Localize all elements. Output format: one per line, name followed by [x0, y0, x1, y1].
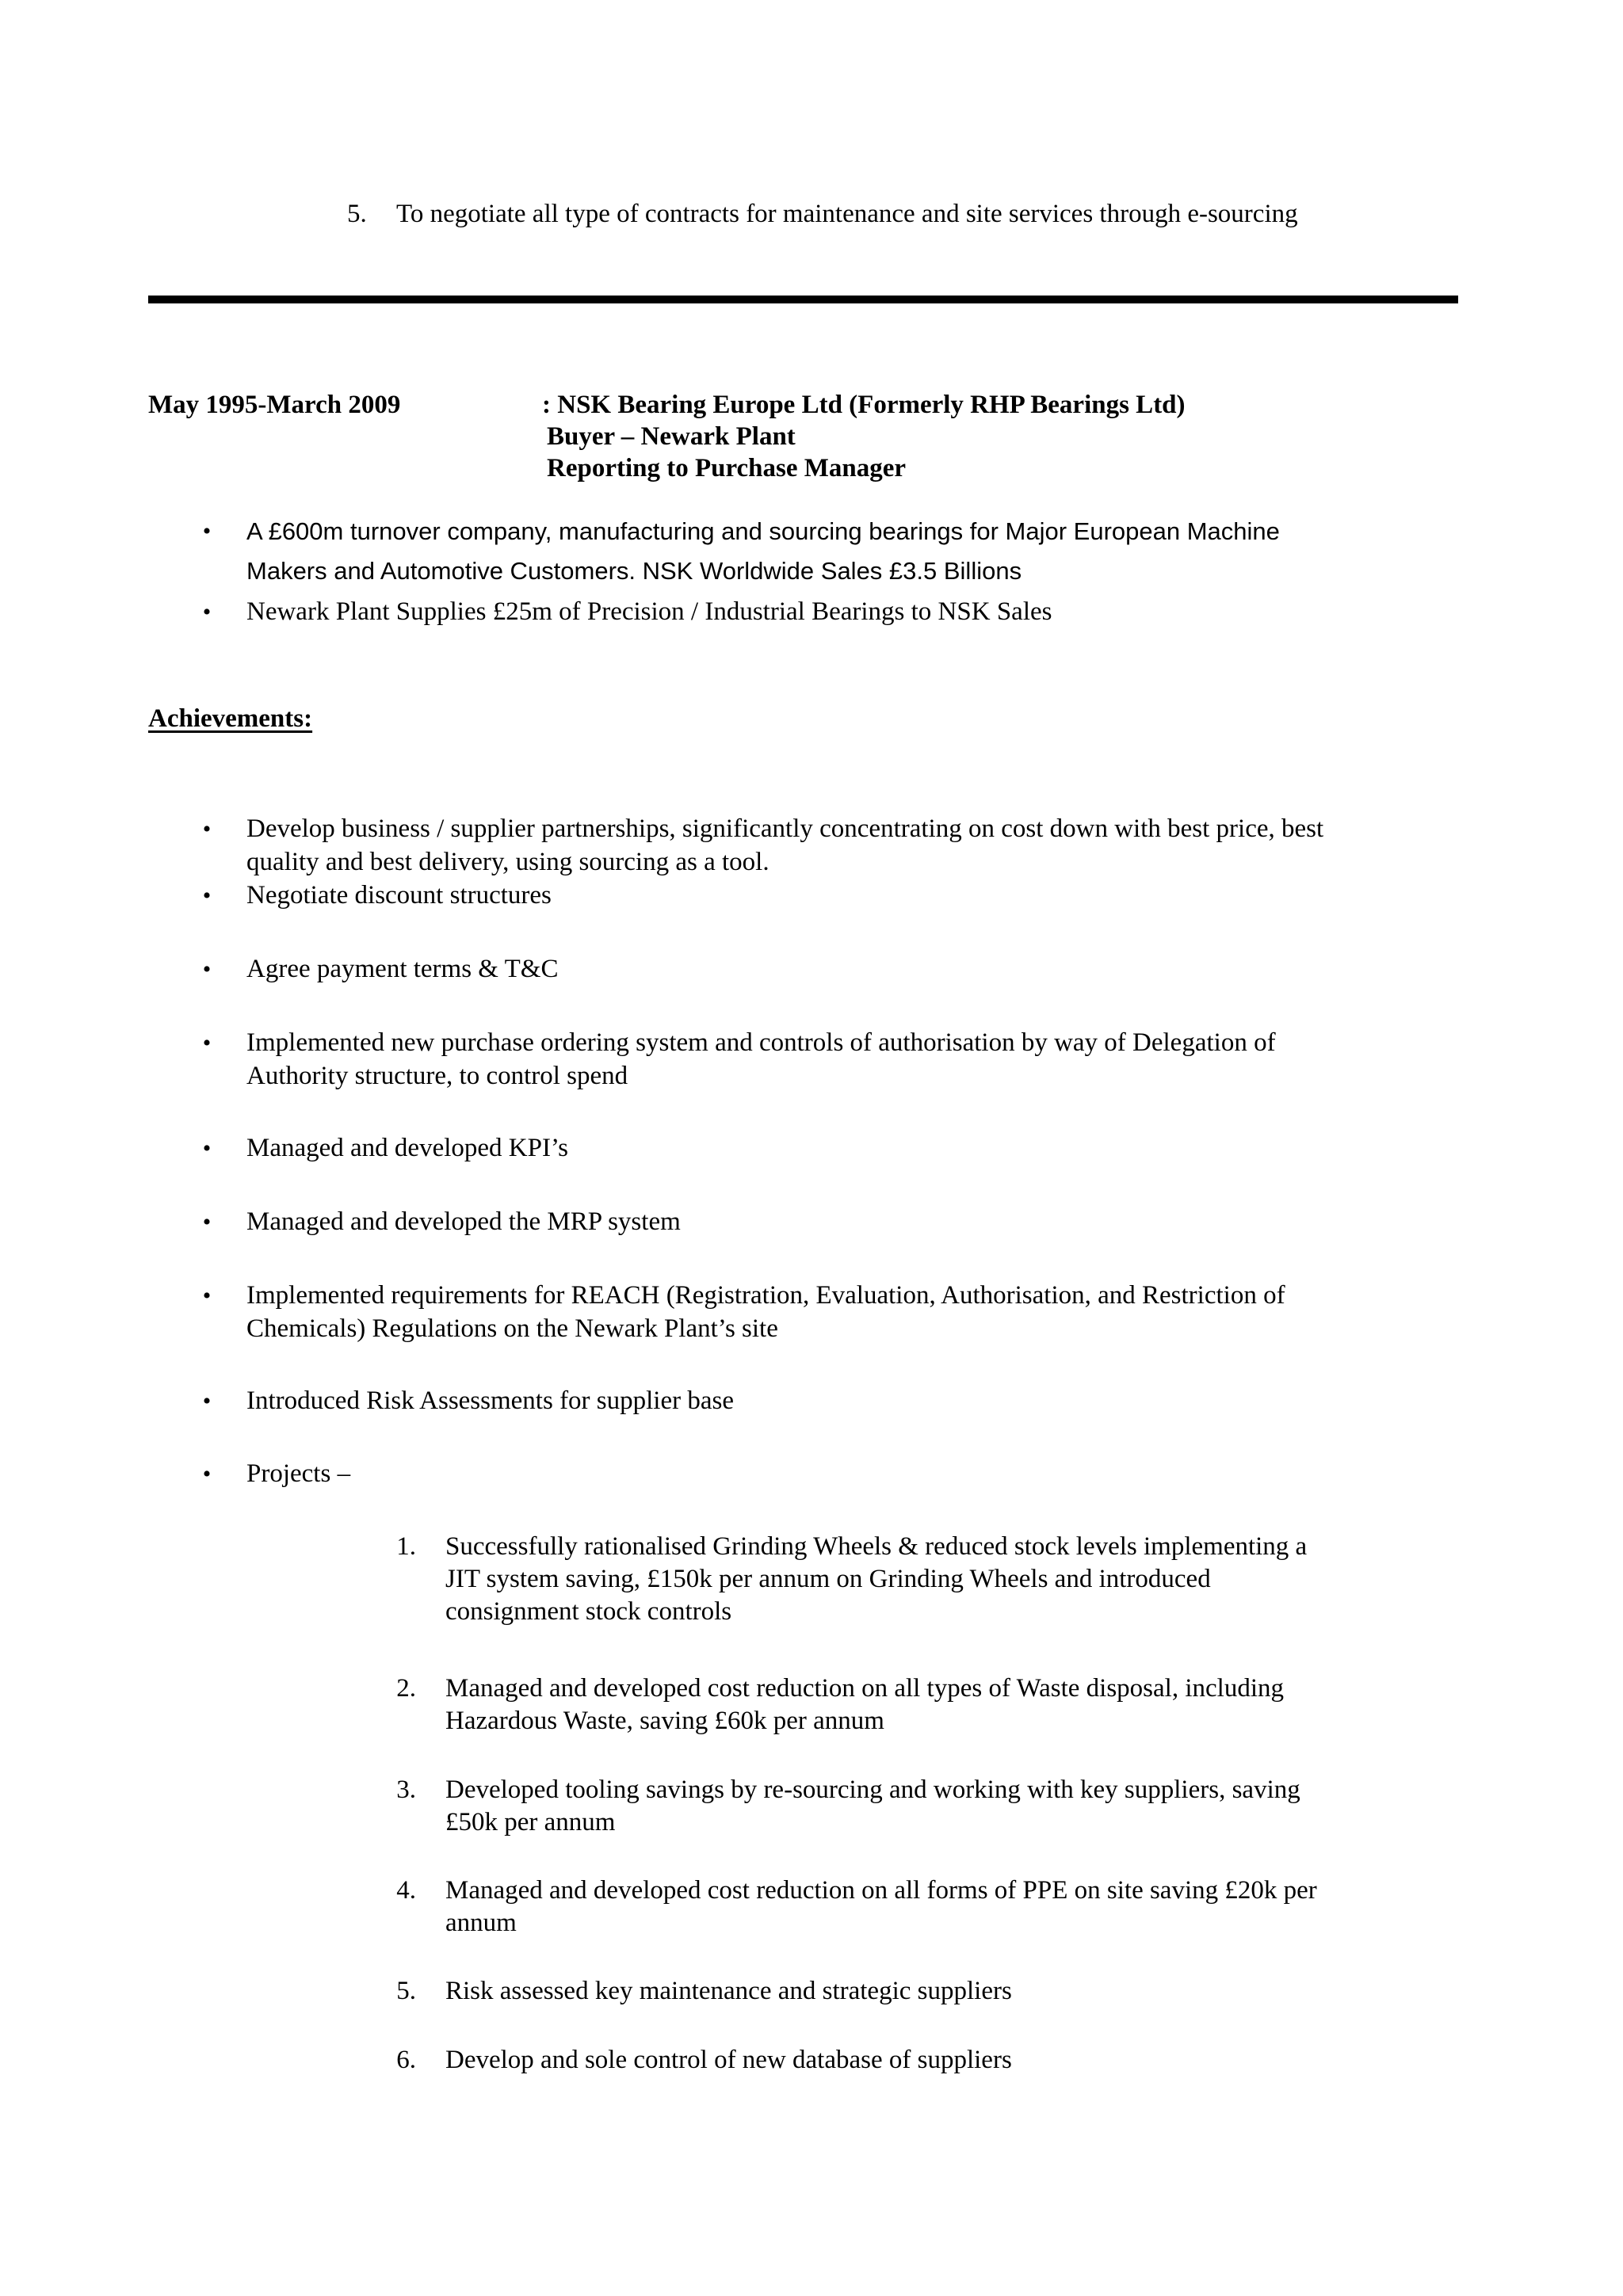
project-item-line: Develop and sole control of new database of suppliers [445, 2046, 1012, 2074]
project-item-line: £50k per annum [445, 1808, 616, 1836]
achievement-item-line: Chemicals) Regulations on the Newark Plant’s site [246, 1314, 778, 1343]
bullet-icon: • [202, 956, 212, 982]
bullet-icon: • [202, 518, 212, 544]
achievements-heading: Achievements: [148, 704, 313, 733]
top-item-text: To negotiate all type of contracts for maintenance and site services through e-sourcing [396, 200, 1298, 228]
bullet-icon: • [202, 1209, 212, 1235]
project-number: 6. [396, 2046, 416, 2074]
achievement-item-line: Managed and developed KPI’s [246, 1134, 568, 1162]
bullet-icon: • [202, 1388, 212, 1414]
job-company: : NSK Bearing Europe Ltd (Formerly RHP Bearings Ltd) [542, 391, 1186, 419]
project-item-line: consignment stock controls [445, 1597, 732, 1626]
job-role: Buyer – Newark Plant [547, 422, 796, 451]
job-dates: May 1995-March 2009 [148, 391, 401, 419]
bullet-icon: • [202, 816, 212, 842]
achievement-item-line: Introduced Risk Assessments for supplier base [246, 1386, 734, 1415]
achievement-item-line: Negotiate discount structures [246, 881, 552, 910]
project-item-line: Hazardous Waste, saving £60k per annum [445, 1707, 884, 1735]
project-item-line: Risk assessed key maintenance and strategic suppliers [445, 1977, 1012, 2005]
company-bullet-1-line-1: A £600m turnover company, manufacturing and sourcing bearings for Major European Machine [246, 517, 1280, 545]
company-bullet-1-line-2: Makers and Automotive Customers. NSK Worldwide Sales £3.5 Billions [246, 557, 1022, 585]
bullet-icon: • [202, 883, 212, 909]
achievement-item-line: quality and best delivery, using sourcing as a tool. [246, 848, 769, 876]
project-number: 1. [396, 1532, 416, 1561]
project-item-line: Managed and developed cost reduction on all forms of PPE on site saving £20k per [445, 1876, 1317, 1905]
bullet-icon: • [202, 1461, 212, 1487]
achievement-item-line: Develop business / supplier partnerships, significantly concentrating on cost down with best price, best [246, 814, 1324, 843]
project-number: 4. [396, 1876, 416, 1905]
company-bullet-2: Newark Plant Supplies £25m of Precision / Industrial Bearings to NSK Sales [246, 597, 1052, 626]
achievement-item-line: Agree payment terms & T&C [246, 955, 559, 983]
project-number: 2. [396, 1674, 416, 1703]
project-item-line: JIT system saving, £150k per annum on Grinding Wheels and introduced [445, 1565, 1211, 1593]
achievement-item-line: Authority structure, to control spend [246, 1062, 628, 1090]
bullet-icon: • [202, 1283, 212, 1309]
achievement-item-line: Implemented new purchase ordering system and controls of authorisation by way of Delegation of [246, 1028, 1276, 1057]
achievement-item-line: Projects – [246, 1459, 351, 1488]
achievement-item-line: Managed and developed the MRP system [246, 1207, 681, 1236]
project-number: 5. [396, 1977, 416, 2005]
project-item-line: Managed and developed cost reduction on all types of Waste disposal, including [445, 1674, 1284, 1703]
bullet-icon: • [202, 1135, 212, 1161]
section-divider [148, 296, 1458, 303]
project-item-line: Developed tooling savings by re-sourcing and working with key suppliers, saving [445, 1775, 1300, 1804]
achievement-item-line: Implemented requirements for REACH (Registration, Evaluation, Authorisation, and Restriction of [246, 1281, 1285, 1310]
top-item-number: 5. [347, 200, 367, 228]
project-item-line: annum [445, 1909, 517, 1937]
bullet-icon: • [202, 599, 212, 625]
bullet-icon: • [202, 1030, 212, 1056]
project-item-line: Successfully rationalised Grinding Wheels & reduced stock levels implementing a [445, 1532, 1308, 1561]
job-reporting: Reporting to Purchase Manager [547, 454, 907, 482]
project-number: 3. [396, 1775, 416, 1804]
